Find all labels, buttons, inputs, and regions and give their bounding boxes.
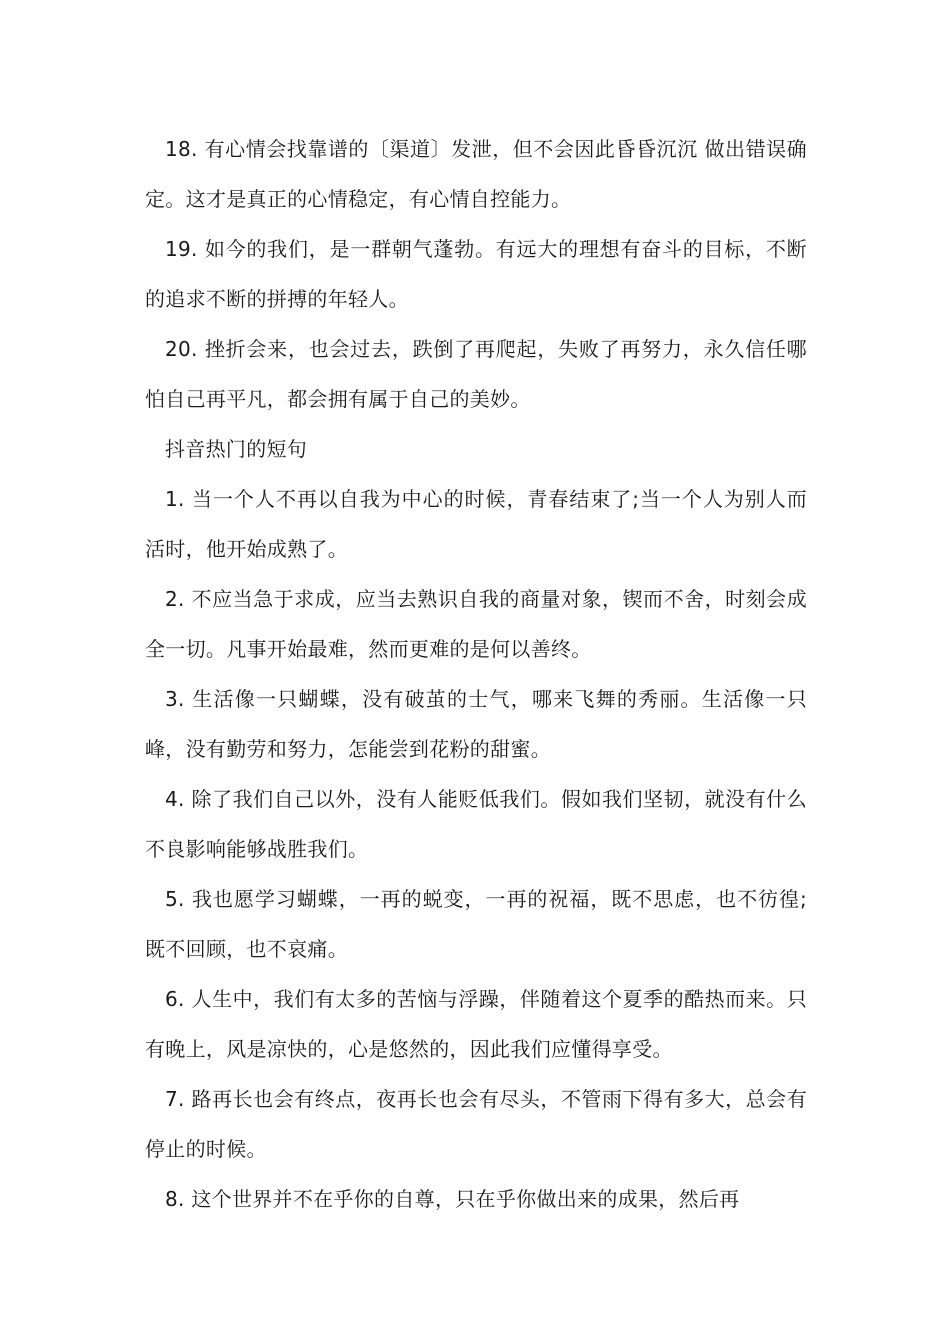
paragraph-item-5: 5. 我也愿学习蝴蝶，一再的蜕变，一再的祝福，既不思虑，也不彷徨;既不回顾，也不哀痛。 xyxy=(145,887,807,961)
paragraph-item-3: 3. 生活像一只蝴蝶，没有破茧的士气，哪来飞舞的秀丽。生活像一只峰，没有勤劳和努力，怎能尝到花粉的甜蜜。 xyxy=(145,687,807,761)
paragraph-item-19: 19. 如今的我们，是一群朝气蓬勃。有远大的理想有奋斗的目标，不断的追求不断的拼搏的年轻人。 xyxy=(145,237,807,311)
section-heading: 抖音热门的短句 xyxy=(165,437,308,461)
paragraph-item-8: 8. 这个世界并不在乎你的自尊，只在乎你做出来的成果，然后再 xyxy=(165,1187,740,1211)
paragraph-item-1: 1. 当一个人不再以自我为中心的时候，青春结束了;当一个人为别人而活时，他开始成熟了。 xyxy=(145,487,807,561)
paragraph-item-18: 18. 有心情会找靠谱的〔渠道〕发泄，但不会因此昏昏沉沉 做出错误确定。这才是真正的心情稳定，有心情自控能力。 xyxy=(145,137,807,211)
paragraph-item-7: 7. 路再长也会有终点，夜再长也会有尽头，不管雨下得有多大，总会有停止的时候。 xyxy=(145,1087,807,1161)
paragraph-item-6: 6. 人生中，我们有太多的苦恼与浮躁，伴随着这个夏季的酷热而来。只有晚上，风是凉快的，心是悠然的，因此我们应懂得享受。 xyxy=(145,987,807,1061)
paragraph-item-2: 2. 不应当急于求成，应当去熟识自我的商量对象，锲而不舍，时刻会成全一切。凡事开始最难，然而更难的是何以善终。 xyxy=(145,587,807,661)
document-body xyxy=(145,124,807,1224)
paragraph-item-20: 20. 挫折会来，也会过去，跌倒了再爬起，失败了再努力，永久信任哪怕自己再平凡，都会拥有属于自己的美妙。 xyxy=(145,337,807,411)
paragraph-item-4: 4. 除了我们自己以外，没有人能贬低我们。假如我们坚韧，就没有什么不良影响能够战胜我们。 xyxy=(145,787,807,861)
